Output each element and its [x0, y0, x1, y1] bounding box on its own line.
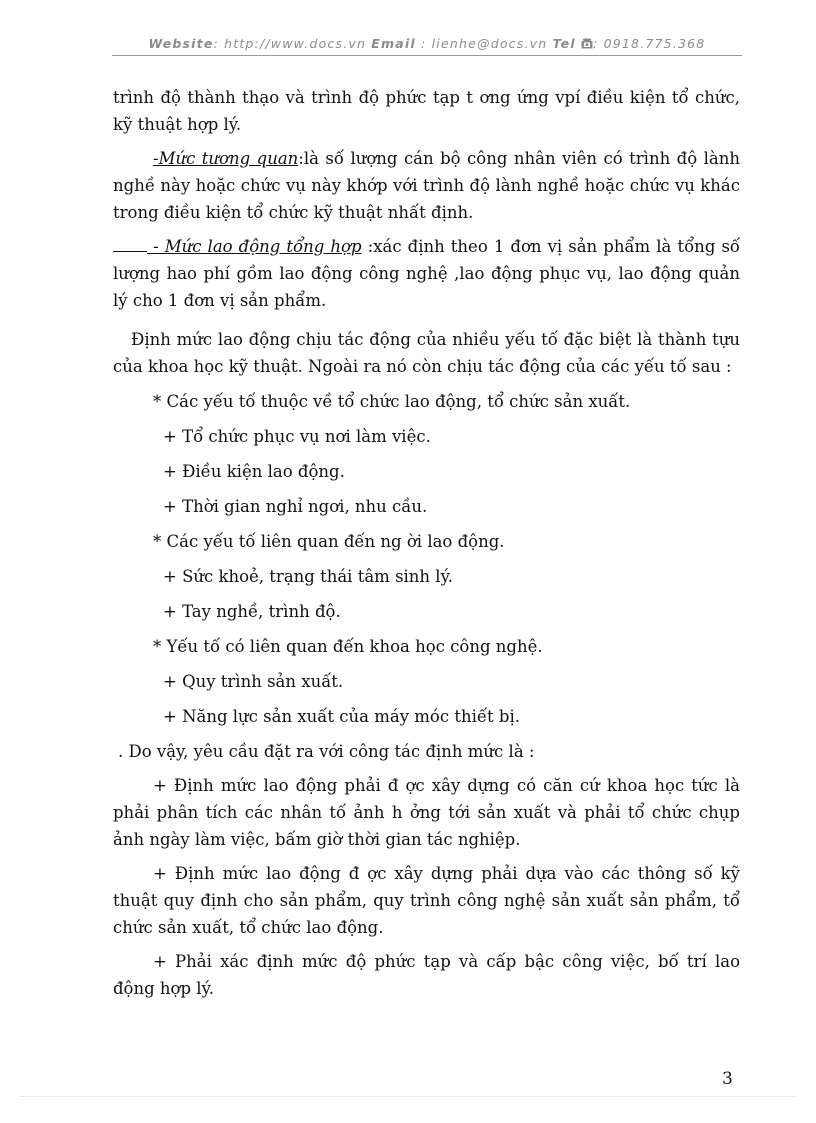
paragraph-muc-lao-dong-tong-hop — [113, 233, 740, 314]
requirement-paragraph: + Định mức lao động phải đ ợc xây dựng có căn cứ khoa học tức là phải phân tích các nhân tố ảnh h ởng tới sản xuất và phải tổ chức chụp ảnh ngày làm việc, bấm giờ thời gian tác nghiệp. — [113, 776, 740, 849]
list-item: * Yếu tố có liên quan đến khoa học công nghệ. — [153, 637, 543, 656]
list-item: * Các yếu tố liên quan đến ng ời lao động. — [153, 532, 505, 551]
paragraph-dinh-muc: Định mức lao động chịu tác động của nhiều yếu tố đặc biệt là thành tựu của khoa học kỹ thuật. Ngoài ra nó còn chịu tác động của các yếu tố sau : — [113, 330, 740, 376]
page-number: 3 — [722, 1069, 733, 1089]
list-item: + Thời gian nghỉ ngơi, nhu cầu. — [163, 497, 428, 516]
paragraph-intro: trình độ thành thạo và trình độ phức tạp t ơng ứng vpí điều kiện tổ chức, kỹ thuật hợp lý. — [113, 88, 740, 134]
footer-divider — [20, 1096, 796, 1097]
list-item: * Các yếu tố thuộc về tổ chức lao động, tổ chức sản xuất. — [153, 392, 631, 411]
term-muc-tuong-quan: -Mức tương quan — [153, 149, 299, 168]
list-item: + Điều kiện lao động. — [163, 462, 345, 481]
list-item: + Sức khoẻ, trạng thái tâm sinh lý. — [163, 567, 453, 586]
list-item: + Tổ chức phục vụ nơi làm việc. — [163, 427, 431, 446]
page-header — [112, 36, 742, 51]
tel-label: Tel — [552, 36, 576, 51]
conclusion-line: . Do vậy, yêu cầu đặt ra với công tác định mức là : — [118, 742, 535, 761]
paragraph-muc-lao-dong-tong-hop-text: :xác định theo 1 đơn vị sản phẩm là tổng số lượng hao phí gồm lao động công nghệ ,lao động phục vụ, lao động quản lý cho 1 đơn vị sản phẩm. — [113, 237, 741, 310]
list-item: + Quy trình sản xuất. — [163, 672, 344, 691]
requirement-paragraph: + Định mức lao động đ ợc xây dựng phải dựa vào các thông số kỹ thuật quy định cho sản phẩm, quy trình công nghệ sản xuất sản phẩm, tổ chức sản xuất, tổ chức lao động. — [113, 864, 740, 937]
phone-icon — [581, 38, 593, 49]
document-body — [113, 84, 740, 1002]
paragraph-muc-tuong-quan — [113, 145, 740, 226]
term-muc-lao-dong-tong-hop: - Mức lao động tổng hợp — [147, 237, 362, 256]
paragraph-muc-tuong-quan-text: :là số lượng cán bộ công nhân viên có trình độ lành nghề này hoặc chức vụ này khớp với trình độ lành nghề hoặc chức vụ khác trong điều kiện tổ chức kỹ thuật nhất định. — [113, 149, 740, 222]
requirement-paragraph: + Phải xác định mức độ phức tạp và cấp bậc công việc, bố trí lao động hợp lý. — [113, 952, 740, 998]
email-label: Email — [371, 36, 416, 51]
list-item: + Tay nghề, trình độ. — [163, 602, 341, 621]
email-value: : lienhe@docs.vn — [415, 36, 553, 51]
website-value: : http://www.docs.vn — [213, 36, 372, 51]
list-item: + Năng lực sản xuất của máy móc thiết bị. — [163, 707, 520, 726]
tel-value: : 0918.775.368 — [593, 36, 706, 51]
header-divider — [112, 55, 742, 56]
website-label: Website — [148, 36, 214, 51]
leader-line — [113, 237, 147, 252]
